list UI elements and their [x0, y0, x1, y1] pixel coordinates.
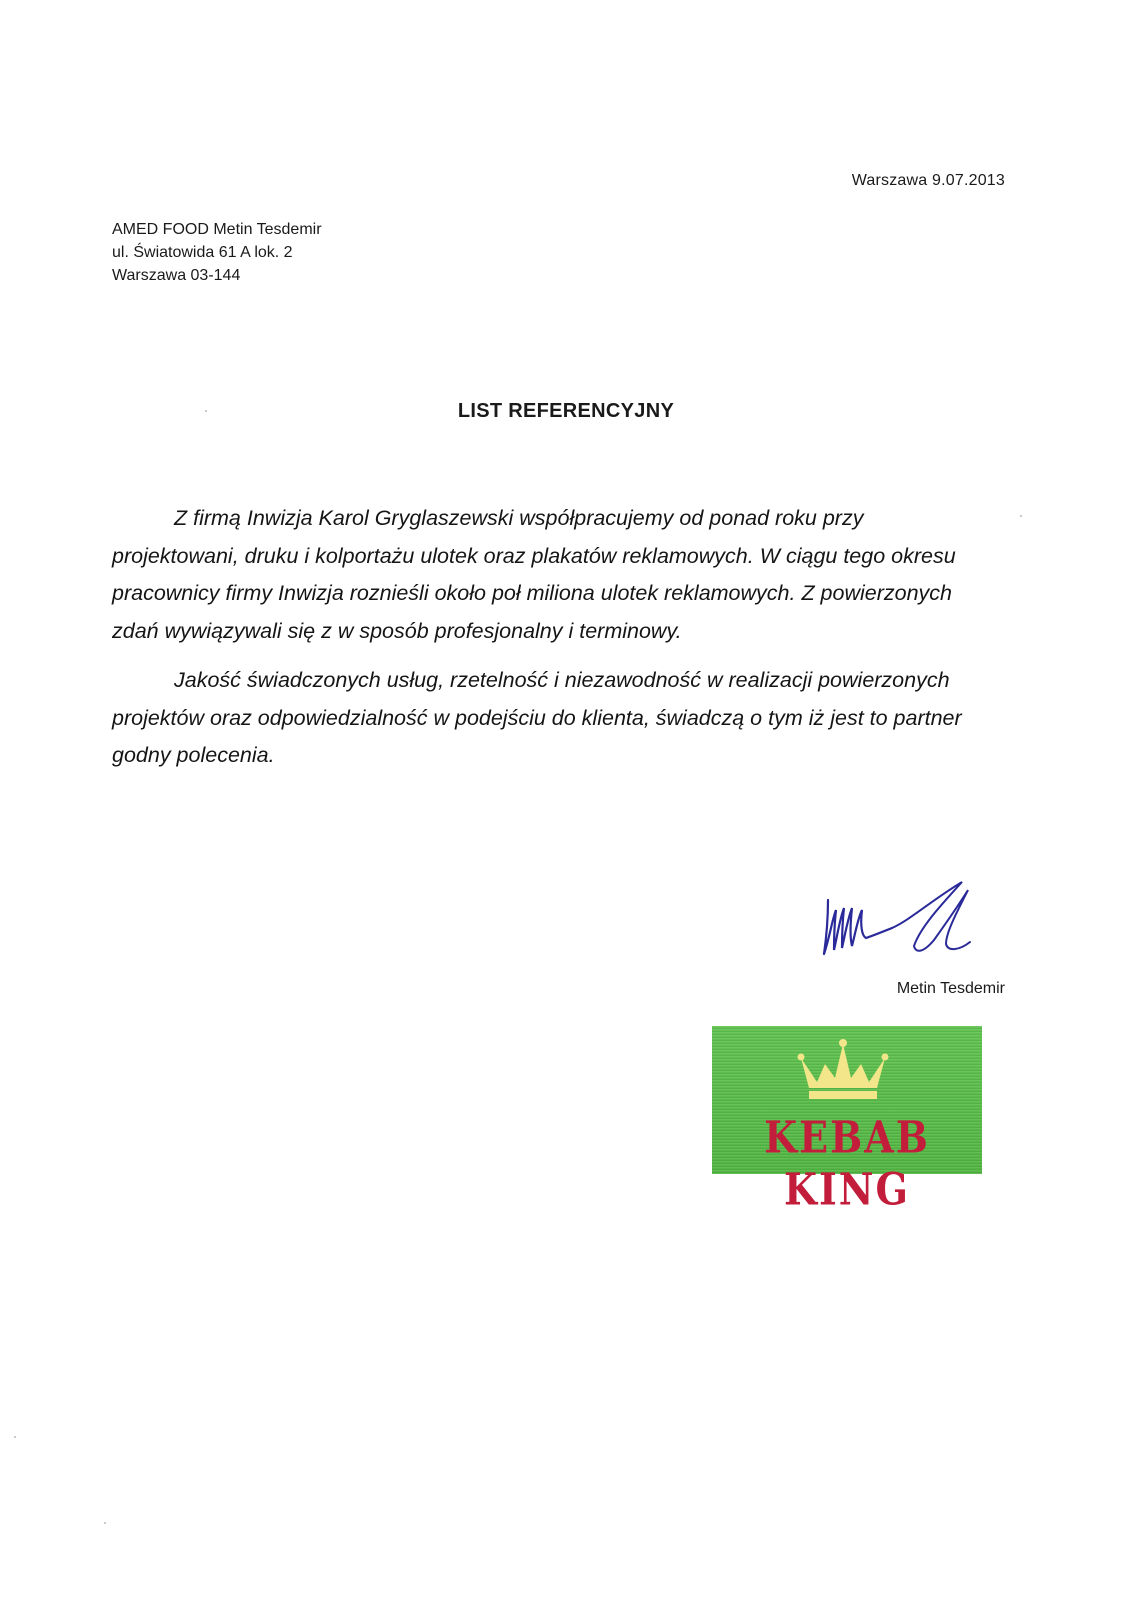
signer-name: Metin Tesdemir	[896, 980, 1005, 997]
scan-speck	[205, 410, 207, 412]
sender-address	[112, 218, 322, 287]
crown-icon	[797, 1038, 889, 1100]
letter-body	[112, 500, 992, 787]
sender-street: ul. Światowida 61 A lok. 2	[112, 244, 293, 261]
scan-speck	[104, 1522, 106, 1524]
scan-speck	[14, 1436, 16, 1438]
sender-company: AMED FOOD Metin Tesdemir	[112, 221, 322, 238]
sender-city: Warszawa 03-144	[112, 267, 241, 284]
body-paragraph-1: Z firmą Inwizja Karol Gryglaszewski współpracujemy od ponad roku przy projektowani, druku i kolportażu ulotek oraz plakatów reklamowych. W ciągu tego okresu pracownicy firmy Inwizja roznieśli około poł miliona ulotek reklamowych. Z powierzonych zdań wywiązywali się z w sposób profesjonalny i terminowy.	[112, 506, 956, 643]
handwritten-signature	[822, 880, 982, 970]
letter-date: Warszawa 9.07.2013	[851, 172, 1005, 189]
body-paragraph-2: Jakość świadczonych usług, rzetelność i niezawodność w realizacji powierzonych projektów oraz odpowiedzialność w podejściu do klienta, świadczą o tym iż jest to partner godny polecenia.	[112, 668, 962, 767]
logo-text: KEBAB KING	[764, 1111, 930, 1215]
kebab-king-logo	[712, 1026, 982, 1215]
letter-title: LIST REFERENCYJNY	[457, 400, 675, 422]
scan-speck	[1020, 515, 1022, 517]
